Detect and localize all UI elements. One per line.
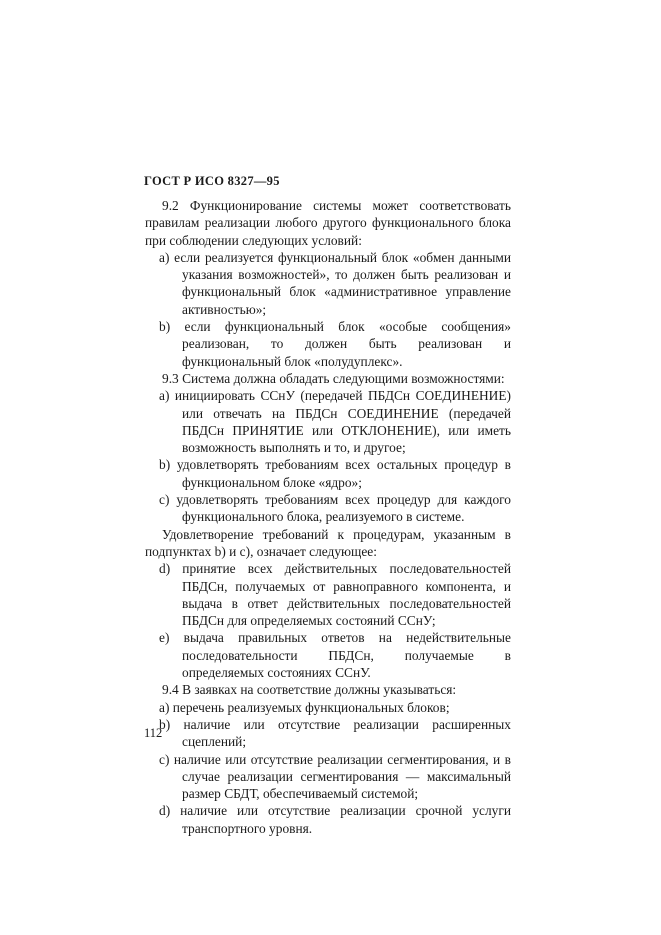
list-item: а) инициировать ССнУ (передачей ПБДСн СОЕДИНЕНИЕ) или отвечать на ПБДСн СОЕДИНЕНИЕ (передачей ПБДСн ПРИНЯТИЕ или ОТКЛОНЕНИЕ), или иметь возможность выполнять и то, и другое;: [159, 388, 511, 456]
list-item: а) перечень реализуемых функциональных блоков;: [159, 699, 450, 715]
section-9-body: [145, 197, 511, 837]
list-item: е) выдача правильных ответов на недействительные последовательности ПБДСн, получаемые в определяемых состояниях ССнУ.: [159, 630, 511, 681]
list-item: b) наличие или отсутствие реализации расширенных сцеплений;: [159, 716, 511, 750]
paragraph-9-4: 9.4 В заявках на соответствие должны указываться:: [162, 682, 457, 698]
paragraph-requirements: Удовлетворение требований к процедурам, указанным в подпунктах b) и с), означает следующее:: [145, 526, 511, 559]
paragraph-9-3: 9.3 Система должна обладать следующими возможностями:: [162, 370, 505, 386]
list-item: b) удовлетворять требованиям всех остальных процедур в функциональном блоке «ядро»;: [159, 457, 511, 490]
page-number: 112: [144, 726, 163, 740]
list-item: с) удовлетворять требованиям всех процедур для каждого функционального блока, реализуемого в системе.: [159, 492, 511, 525]
list-item: d) наличие или отсутствие реализации срочной услуги транспортного уровня.: [159, 803, 511, 836]
list-item: а) если реализуется функциональный блок «обмен данными указания возможностей», то должен быть реализован и функциональный блок «административное управление активностью»;: [159, 249, 511, 317]
standard-header: ГОСТ Р ИСО 8327—95: [144, 174, 280, 188]
paragraph-9-2: 9.2 Функционирование системы может соответствовать правилам реализации любого другого функционального блока при соблюдении следующих условий:: [145, 198, 511, 248]
list-item: d) принятие всех действительных последовательностей ПБДСн, получаемых от равноправного компонента, и выдача в ответ действительных последовательностей ПБДСн для определяемых состояний ССнУ;: [159, 561, 511, 629]
list-item: b) если функциональный блок «особые сообщения» реализован, то должен быть реализован и функциональный блок «полудуплекс».: [159, 319, 511, 369]
list-item: с) наличие или отсутствие реализации сегментирования, и в случае реализации сегментирования — максимальный размер СБДТ, обеспечиваемый системой;: [159, 751, 511, 802]
